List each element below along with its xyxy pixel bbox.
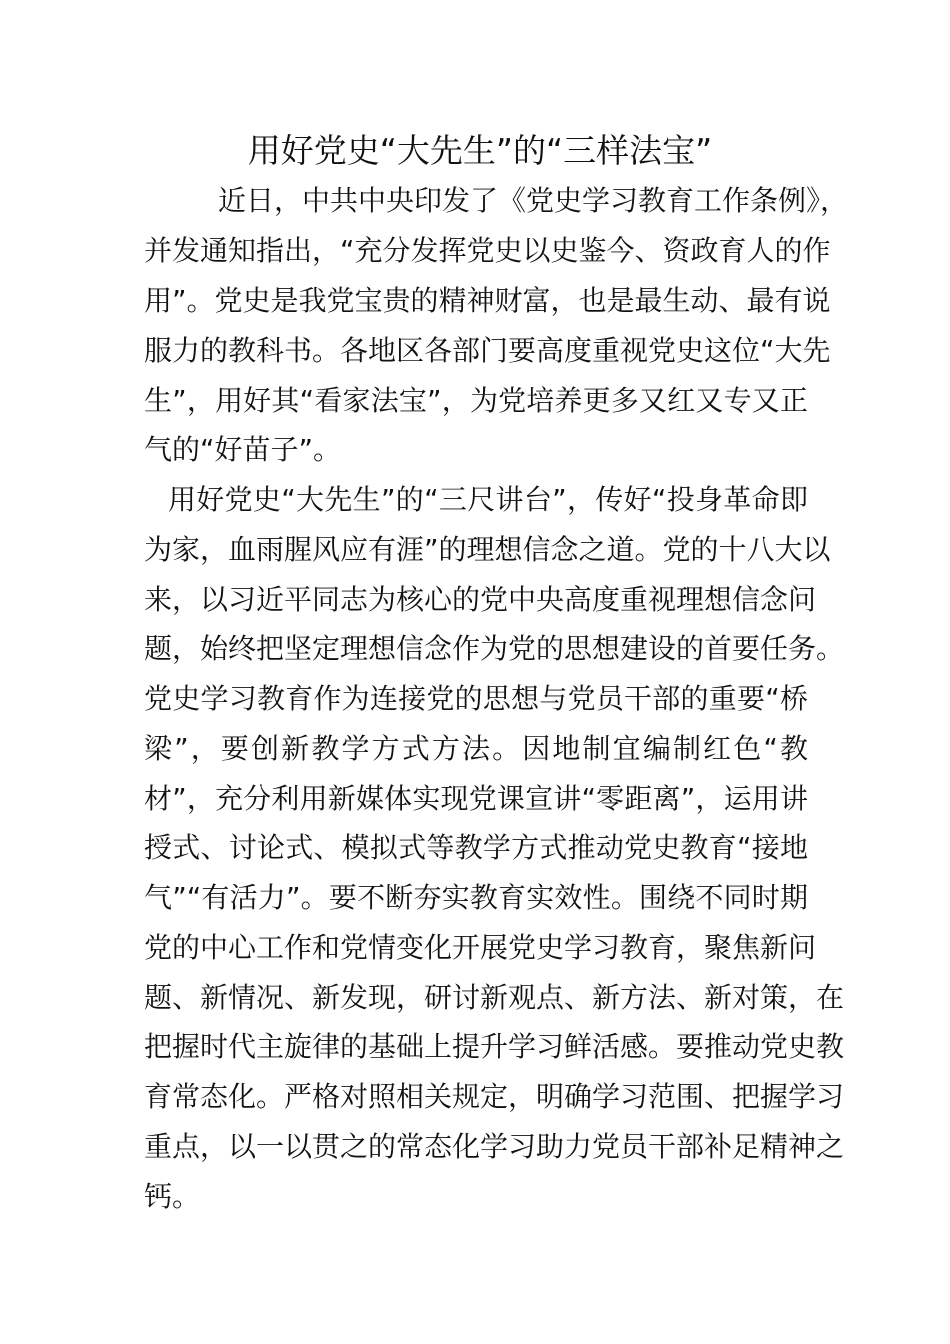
- paragraph-2-line-10: 党的中心工作和党情变化开展党史学习教育，聚焦新问: [144, 931, 817, 964]
- paragraph-2-line-15: 钙。: [144, 1180, 201, 1213]
- paragraph-2-line-11: 题、新情况、新发现，研讨新观点、新方法、新对策，在: [144, 981, 845, 1014]
- paragraph-1-line-2: 并发通知指出，“充分发挥党史以史鉴今、资政育人的作: [144, 234, 831, 267]
- paragraph-2-line-1: 用好党史“大先生”的“三尺讲台”，传好“投身革命即: [168, 483, 808, 516]
- paragraph-2-line-7: 材”，充分利用新媒体实现党课宣讲“零距离”，运用讲: [144, 782, 808, 815]
- document-title: 用好党史“大先生”的“三样法宝”: [247, 131, 713, 170]
- paragraph-1-line-4: 服力的教科书。各地区各部门要高度重视党史这位“大先: [144, 334, 831, 367]
- paragraph-1-line-3: 用”。党史是我党宝贵的精神财富，也是最生动、最有说: [144, 284, 831, 317]
- paragraph-2-line-3: 来，以习近平同志为核心的党中央高度重视理想信念问: [144, 583, 817, 616]
- paragraph-1-line-5: 生”，用好其“看家法宝”，为党培养更多又红又专又正: [144, 384, 808, 417]
- paragraph-2-line-5: 党史学习教育作为连接党的思想与党员干部的重要“桥: [144, 682, 808, 715]
- paragraph-2-line-4: 题，始终把坚定理想信念作为党的思想建设的首要任务。: [144, 632, 845, 665]
- paragraph-2-line-9: 气”“有活力”。要不断夯实教育实效性。围绕不同时期: [144, 881, 808, 914]
- paragraph-2-line-8: 授式、讨论式、模拟式等教学方式推动党史教育“接地: [144, 831, 808, 864]
- paragraph-2-line-14: 重点，以一以贯之的常态化学习助力党员干部补足精神之: [144, 1130, 845, 1163]
- paragraph-2-line-12: 把握时代主旋律的基础上提升学习鲜活感。要推动党史教: [144, 1030, 845, 1063]
- paragraph-1-line-6: 气的“好苗子”。: [144, 433, 342, 466]
- paragraph-2-line-6: 梁”，要创新教学方式方法。因地制宜编制红色“教: [144, 732, 808, 765]
- paragraph-2-line-13: 育常态化。严格对照相关规定，明确学习范围、把握学习: [144, 1080, 845, 1113]
- paragraph-1-line-1: 近日，中共中央印发了《党史学习教育工作条例》，: [218, 184, 849, 217]
- paragraph-2-line-2: 为家，血雨腥风应有涯”的理想信念之道。党的十八大以: [144, 533, 831, 566]
